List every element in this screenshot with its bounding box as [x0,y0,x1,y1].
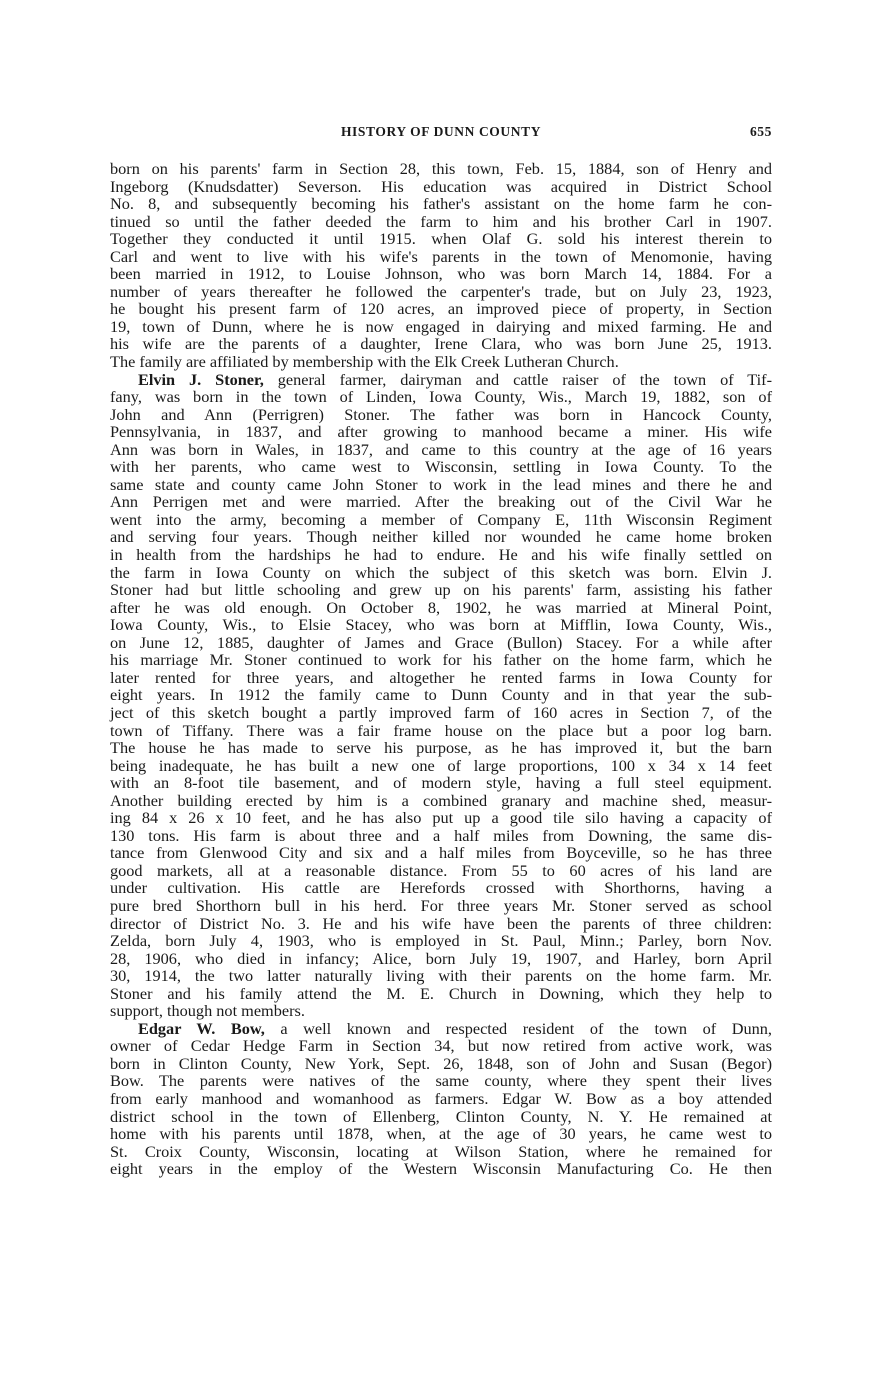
text-line: Another building erected by him is a combined granary and machine shed, measur- [110,790,772,810]
text-line: director of District No. 3. He and his wife have been the parents of three children: [110,913,772,933]
text-line: town of Tiffany. There was a fair frame house on the place but a poor log barn. [110,720,772,740]
text-line: John and Ann (Perrigren) Stoner. The father was born in Hancock County, [110,404,772,424]
text-fragment: a well known and respected resident of the town of Dunn, [264,1018,772,1038]
text-line: from early manhood and womanhood as farmers. Edgar W. Bow as a boy attended [110,1088,772,1108]
running-title: HISTORY OF DUNN COUNTY [340,124,542,139]
text-line: Iowa County, Wis., to Elsie Stacey, who was born at Mifflin, Iowa County, Wis., [110,615,772,635]
text-line: his wife are the parents of a daughter, Irene Clara, who was born June 25, 1913. [110,334,772,354]
text-line: good markets, all at a reasonable distance. From 55 to 60 acres of his land are [110,860,772,880]
text-line: he bought his present farm of 120 acres, an improved piece of property, in Section [110,299,772,319]
text-line: 130 tons. His farm is about three and a half miles from Downing, the same dis- [110,825,772,845]
text-line: Bow. The parents were natives of the same county, where they spent their lives [110,1071,772,1091]
text-line: with her parents, who came west to Wisconsin, settling in Iowa County. To the [110,457,772,477]
running-head [110,124,772,142]
text-line: in health from the hardships he had to endure. He and his wife finally settled on [110,545,772,565]
text-line: Together they conducted it until 1915. when Olaf G. sold his interest therein to [110,229,772,249]
text-line: tinued so until the father deeded the farm to him and his brother Carl in 1907. [110,211,772,231]
text-line: 28, 1906, who died in infancy; Alice, born July 19, 1907, and Harley, born April [110,948,772,968]
text-line [110,371,772,389]
text-line: eight years. In 1912 the family came to Dunn County and in that year the sub- [110,685,772,705]
biography-name: Edgar W. Bow, [138,1018,265,1038]
text-line: Ann was born in Wales, in 1837, and came to this country at the age of 16 years [110,439,772,459]
text-line: No. 8, and subsequently becoming his father's assistant on the home farm he con- [110,194,772,214]
text-fragment: general farmer, dairyman and cattle raiser of the town of Tif- [263,369,772,389]
paragraph-elvin-stoner [110,371,772,1020]
text-line: eight years in the employ of the Western Wisconsin Manufacturing Co. He then [110,1159,772,1179]
text-line: went into the army, becoming a member of Company E, 11th Wisconsin Regiment [110,509,772,529]
text-line: tance from Glenwood City and six and a half miles from Boyceville, so he has three [110,843,772,863]
text-line: fany, was born in the town of Linden, Iowa County, Wis., March 19, 1882, son of [110,387,772,407]
text-line: on June 12, 1885, daughter of James and Grace (Bullon) Stacey. For a while after [110,632,772,652]
text-line: Carl and went to live with his wife's parents in the town of Menomonie, having [110,246,772,266]
text-line: ing 84 x 26 x 10 feet, and he has also put up a good tile silo having a capacity of [110,808,772,828]
text-line: Zelda, born July 4, 1903, who is employed in St. Paul, Minn.; Parley, born Nov. [110,931,772,951]
text-line: born on his parents' farm in Section 28, this town, Feb. 15, 1884, son of Henry and [110,159,772,178]
text-line: owner of Cedar Hedge Farm in Section 34, but now retired from active work, was [110,1036,772,1056]
text-line: with an 8-foot tile basement, and of modern style, having a full steel equipment. [110,773,772,793]
text-line: being inadequate, he has built a new one of large proportions, 100 x 34 x 14 feet [110,755,772,775]
text-line: Ann Perrigen met and were married. After the breaking out of the Civil War he [110,492,772,512]
paragraph-edgar-bow [110,1020,772,1178]
text-line: later rented for three years, and altogether he rented farms in Iowa County for [110,667,772,687]
paragraph-severson [110,160,772,371]
body-text [110,160,772,1178]
text-line: The family are affiliated by membership with the Elk Creek Lutheran Church. [110,352,619,372]
text-line: same state and county came John Stoner to work in the lead mines and there he and [110,474,772,494]
text-line: support, though not members. [110,1001,305,1021]
page-number: 655 [749,124,772,139]
text-line [110,1020,772,1038]
text-line: Stoner had but little schooling and grew up on his parents' farm, assisting his father [110,580,772,600]
text-line: home with his parents until 1878, when, at the age of 30 years, he came west to [110,1124,772,1144]
text-line: pure bred Shorthorn bull in his herd. For three years Mr. Stoner served as school [110,895,772,915]
text-line: Pennsylvania, in 1837, and after growing to manhood became a miner. His wife [110,422,772,442]
text-line: ject of this sketch bought a partly improved farm of 160 acres in Section 7, of the [110,702,772,722]
text-line: St. Croix County, Wisconsin, locating at Wilson Station, where he remained for [110,1141,772,1161]
text-line: and serving four years. Though neither killed nor wounded he came home broken [110,527,772,547]
text-line: district school in the town of Ellenberg, Clinton County, N. Y. He remained at [110,1106,772,1126]
biography-name: Elvin J. Stoner, [138,369,264,389]
text-line: Stoner and his family attend the M. E. Church in Downing, which they help to [110,983,772,1003]
text-line: under cultivation. His cattle are Herefords crossed with Shorthorns, having a [110,878,772,898]
text-line: number of years thereafter he followed the carpenter's trade, but on July 23, 1923, [110,281,772,301]
text-line: his marriage Mr. Stoner continued to work for his father on the home farm, which he [110,650,772,670]
text-line: 19, town of Dunn, where he is now engaged in dairying and mixed farming. He and [110,316,772,336]
text-line: Ingeborg (Knudsdatter) Severson. His education was acquired in District School [110,176,772,196]
text-line: after he was old enough. On October 8, 1902, he was married at Mineral Point, [110,597,772,617]
text-line: been married in 1912, to Louise Johnson, who was born March 14, 1884. For a [110,264,772,284]
text-line: The house he has made to serve his purpose, as he has improved it, but the barn [110,738,772,758]
text-line: the farm in Iowa County on which the subject of this sketch was born. Elvin J. [110,562,772,582]
text-line: born in Clinton County, New York, Sept. 26, 1848, son of John and Susan (Begor) [110,1053,772,1073]
text-line: 30, 1914, the two latter naturally living with their parents on the home farm. Mr. [110,966,772,986]
